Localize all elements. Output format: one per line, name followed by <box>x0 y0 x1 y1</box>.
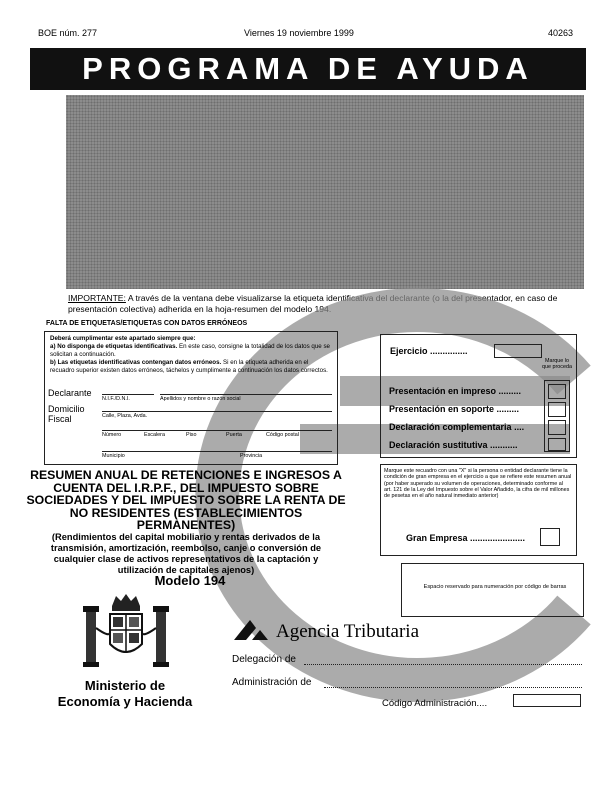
rendimientos-text: (Rendimientos del capital mobiliario y rentas derivados de la transmisión, amortización, reembolso, canje o conversión de cualquier clase de activos representativos de la captación y utilización de capitales ajenos) <box>50 532 322 575</box>
ejercicio-label: Ejercicio ............... <box>390 346 468 356</box>
row-sustitutiva-text: Declaración sustitutiva <box>389 440 488 450</box>
delegacion-field[interactable] <box>304 664 582 665</box>
puerta-label: Puerta <box>226 432 242 438</box>
apellidos-label: Apellidos y nombre o razón social <box>160 396 241 402</box>
escalera-label: Escalera <box>144 432 165 438</box>
piso-label: Piso <box>186 432 197 438</box>
codigo-postal-label: Código postal <box>266 432 299 438</box>
administracion-label: Administración de <box>232 677 312 688</box>
item-b-prefix: b) <box>50 359 56 366</box>
calle-label: Calle, Plaza, Avda. <box>102 413 148 419</box>
important-text: A través de la ventana debe visualizarse la etiqueta identificativa del declarante (o la del presentador, en caso de presentación colectiva) adherida en la hoja-resumen del modelo 194. <box>68 293 558 314</box>
row-impreso: Presentación en impreso ......... <box>389 386 522 396</box>
row-complementaria: Declaración complementaria .... <box>389 422 525 432</box>
nif-field[interactable] <box>102 394 154 395</box>
codigo-administracion-input[interactable] <box>513 694 581 707</box>
declarante-label: Declarante <box>48 388 92 398</box>
apellidos-field[interactable] <box>160 394 332 395</box>
numero-label: Número <box>102 432 122 438</box>
labels-section-title: FALTA DE ETIQUETAS/ETIQUETAS CON DATOS ERRÓNEOS <box>46 320 248 327</box>
barcode-text: Espacio reservado para numeración por código de barras <box>423 584 567 590</box>
modelo-number: Modelo 194 <box>154 573 226 588</box>
must-fill-text: Deberá cumplimentar este apartado siempre que: <box>50 335 196 342</box>
checkbox-soporte[interactable] <box>548 402 566 417</box>
row-complementaria-text: Declaración complementaria <box>389 422 512 432</box>
item-a-rest: En este caso, consigne la totalidad de los datos que se solicitan a continuación. <box>50 343 330 358</box>
boe-number: BOE núm. 277 <box>38 28 98 38</box>
item-a <box>50 343 332 358</box>
coat-of-arms-icon <box>76 592 176 676</box>
gran-empresa-label: Gran Empresa ...................... <box>406 533 526 543</box>
agencia-name: Agencia Tributaria <box>276 621 420 642</box>
ministerio-line2: Economía y Hacienda <box>57 694 193 709</box>
municipio-row-field[interactable] <box>102 451 332 452</box>
row-sustitutiva: Declaración sustitutiva ........... <box>389 440 518 450</box>
important-label: IMPORTANTE: <box>68 293 126 303</box>
provincia-label: Provincia <box>240 453 263 459</box>
checkbox-sustitutiva[interactable] <box>548 438 566 451</box>
agencia-logo-icon <box>232 618 272 642</box>
administracion-field[interactable] <box>324 687 582 688</box>
calle-field[interactable] <box>102 411 332 412</box>
header-date: Viernes 19 noviembre 1999 <box>244 28 354 38</box>
gran-empresa-text: Gran Empresa <box>406 533 468 543</box>
numero-row-field[interactable] <box>102 430 332 431</box>
row-soporte-text: Presentación en soporte <box>389 404 495 414</box>
gran-empresa-note: Marque este recuadro con una "X" si la persona o entidad declarante tiene la condición de gran empresa en el ejercicio a que se refiere este resumen anual (por haber superado su volumen de operaciones, determinado conforme al art. 121 de la Ley del Impuesto sobre el Valor Añadido, la cifra de mil millones de pesetas en el año natural inmediato anterior) <box>384 468 572 500</box>
ejercicio-input[interactable] <box>494 344 542 358</box>
ministerio-line1: Ministerio de <box>84 678 166 693</box>
codigo-administracion-label: Código Administración.... <box>382 698 488 709</box>
item-b <box>50 359 332 374</box>
resumen-title: RESUMEN ANUAL DE RETENCIONES E INGRESOS A CUENTA DEL I.R.P.F., DEL IMPUESTO SOBRE SOCIEDADES Y DEL IMPUESTO SOBRE LA RENTA DE NO RESIDENTES (ESTABLECIMIENTOS PERMANENTES) <box>26 468 346 532</box>
item-a-prefix: a) <box>50 343 56 350</box>
domicilio-label: Domicilio Fiscal <box>48 404 85 424</box>
page-number: 40263 <box>548 28 574 38</box>
checkbox-impreso[interactable] <box>548 384 566 399</box>
row-soporte: Presentación en soporte ......... <box>389 404 520 414</box>
item-b-bold: Las etiquetas identificativas contengan datos erróneos. <box>57 359 222 366</box>
row-impreso-text: Presentación en impreso <box>389 386 497 396</box>
gran-empresa-checkbox[interactable] <box>540 528 560 546</box>
banner-title: PROGRAMA DE AYUDA <box>30 48 586 90</box>
item-b-rest: Si en la etiqueta adherida en el recuadro superior existen datos erróneos, táchelos y cumplimente a continuación los datos correctos. <box>50 359 328 374</box>
delegacion-label: Delegación de <box>232 654 296 665</box>
item-a-bold: No disponga de etiquetas identificativas. <box>57 343 178 350</box>
checkbox-complementaria[interactable] <box>548 420 566 435</box>
municipio-label: Municipio <box>102 453 125 459</box>
ministerio-name <box>40 678 210 710</box>
ejercicio-text: Ejercicio <box>390 346 428 356</box>
marque-text: Marque lo que proceda <box>542 358 572 370</box>
nif-label: N.I.F./D.N.I. <box>102 396 130 402</box>
